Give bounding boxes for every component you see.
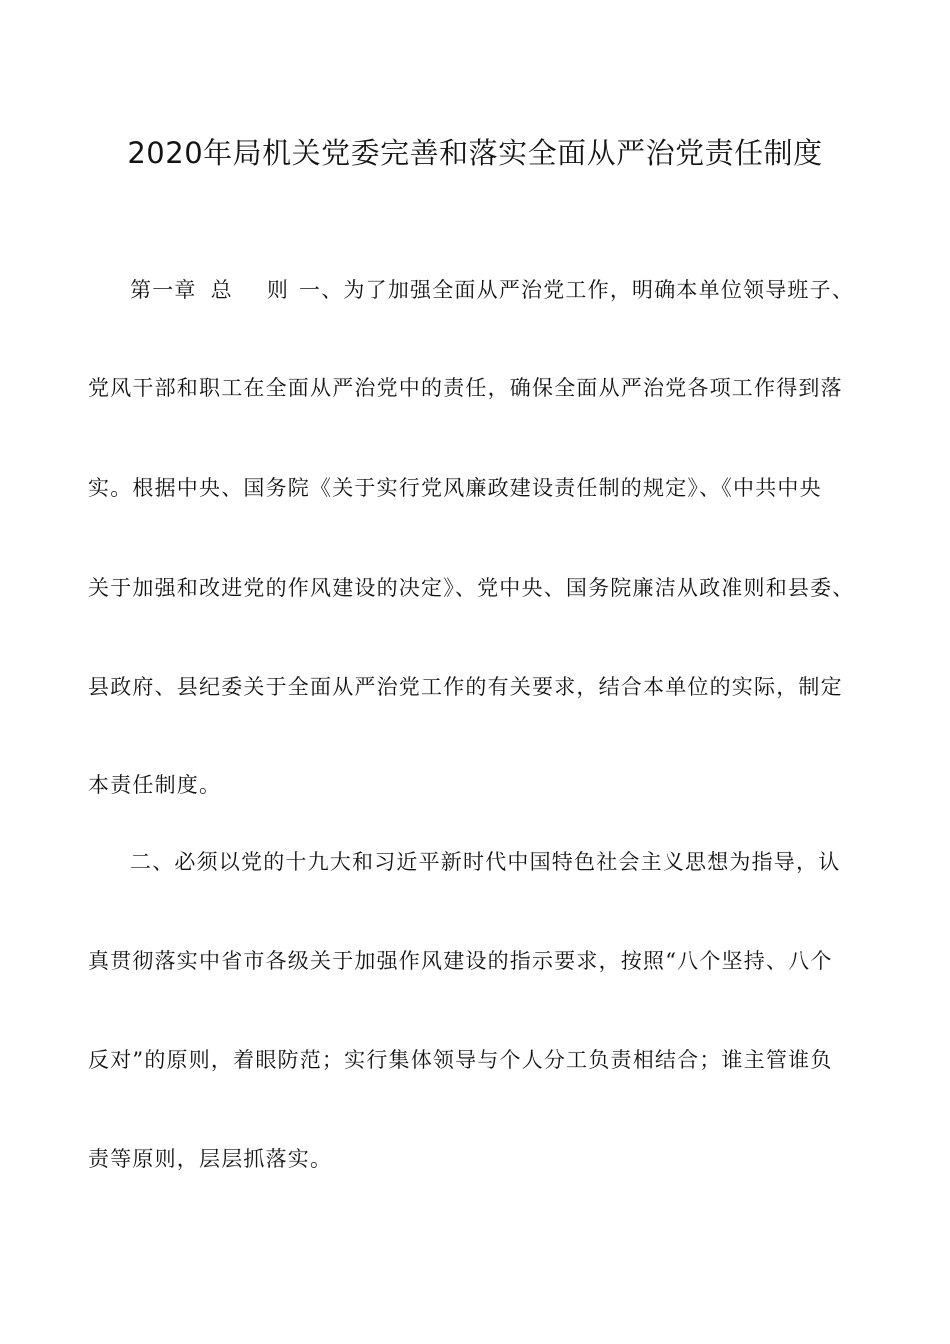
paragraph-1-line-6: 本责任制度。 (88, 773, 222, 797)
paragraph-1-line-1-text: 一、为了加强全面从严治党工作，明确本单位领导班子、 (299, 278, 855, 302)
document-title: 2020年局机关党委完善和落实全面从严治党责任制度 (127, 136, 823, 170)
paragraph-1-line-3: 实。根据中央、国务院《关于实行党风廉政建设责任制的规定》、《中共中央 (88, 476, 822, 500)
chapter-word-2: 则 (266, 278, 290, 302)
paragraph-2-line-1: 二、必须以党的十九大和习近平新时代中国特色社会主义思想为指导，认 (130, 850, 841, 874)
paragraph-2-line-2: 真贯彻落实中省市各级关于加强作风建设的指示要求，按照“八个坚持、八个 (88, 949, 833, 973)
paragraph-1-line-4: 关于加强和改进党的作风建设的决定》、党中央、国务院廉洁从政准则和县委、 (88, 576, 855, 600)
chapter-label (130, 275, 289, 305)
chapter-word-1: 总 (210, 278, 233, 302)
paragraph-2-line-4: 责等原则，层层抓落实。 (88, 1147, 333, 1171)
paragraph-2-line-3: 反对”的原则，着眼防范；实行集体领导与个人分工负责相结合；谁主管谁负 (88, 1048, 833, 1072)
paragraph-1-line-2: 党风干部和职工在全面从严治党中的责任，确保全面从严治党各项工作得到落 (88, 376, 843, 400)
paragraph-1-line-1 (130, 275, 920, 305)
paragraph-1-line-5: 县政府、县纪委关于全面从严治党工作的有关要求，结合本单位的实际，制定 (88, 675, 843, 699)
chapter-number: 第一章 (130, 278, 197, 302)
